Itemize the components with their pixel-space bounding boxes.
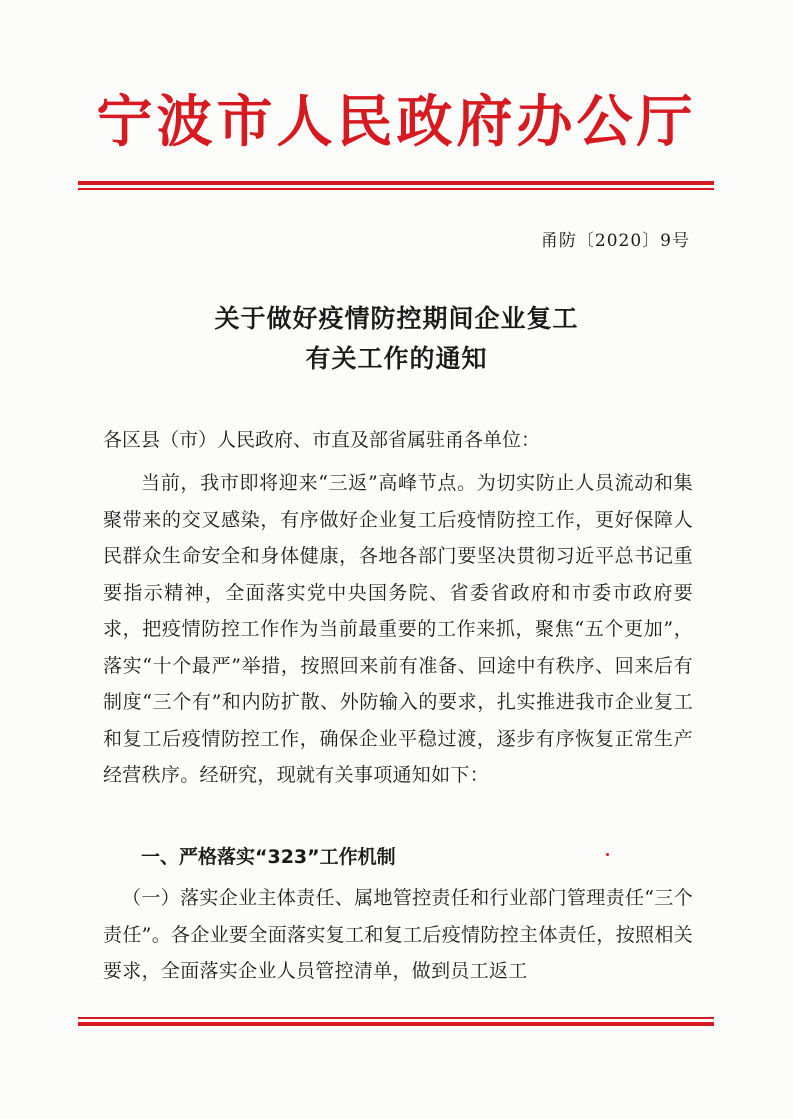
footer-red-rule-thin [78,1017,714,1019]
header-red-rule-thick [78,181,714,185]
document-title-line-1: 关于做好疫情防控期间企业复工 [214,304,579,333]
section-heading-1: 一、严格落实“323”工作机制 [141,846,396,868]
body-paragraph-2: （一）落实企业主体责任、属地管控责任和行业部门管理责任“三个责任”。各企业要全面落实复工和复工后疫情防控主体责任，按照相关要求，全面落实企业人员管控清单，做到员工返工 [103,887,693,982]
salutation: 各区县（市）人民政府、市直及部省属驻甬各单位： [103,429,541,451]
issuing-office-title: 宁波市人民政府办公厅 [96,90,697,155]
document-number: 甬防〔2020〕9号 [540,231,690,251]
body-paragraph-1: 当前，我市即将迎来“三返”高峰节点。为切实防止人员流动和集聚带来的交叉感染，有序做好企业复工后疫情防控工作，更好保障人民群众生命安全和身体健康，各地各部门要坚决贯彻习近平总书记重要指示精神，全面落实党中央国务院、省委省政府和市委市政府要求，把疫情防控工作作为当前最重要的工作来抓，聚焦“五个更加”，落实“十个最严”举措，按照回来前有准备、回途中有秩序、回来后有制度“三个有”和内防扩散、外防输入的要求，扎实推进我市企业复工和复工后疫情防控工作，确保企业平稳过渡，逐步有序恢复正常生产经营秩序。经研究，现就有关事项通知如下： [103,472,693,786]
header-red-rule-thin [78,188,714,190]
footer-red-rule-thick [78,1022,714,1026]
document-title-line-2: 有关工作的通知 [305,344,488,373]
red-speck [606,853,609,856]
